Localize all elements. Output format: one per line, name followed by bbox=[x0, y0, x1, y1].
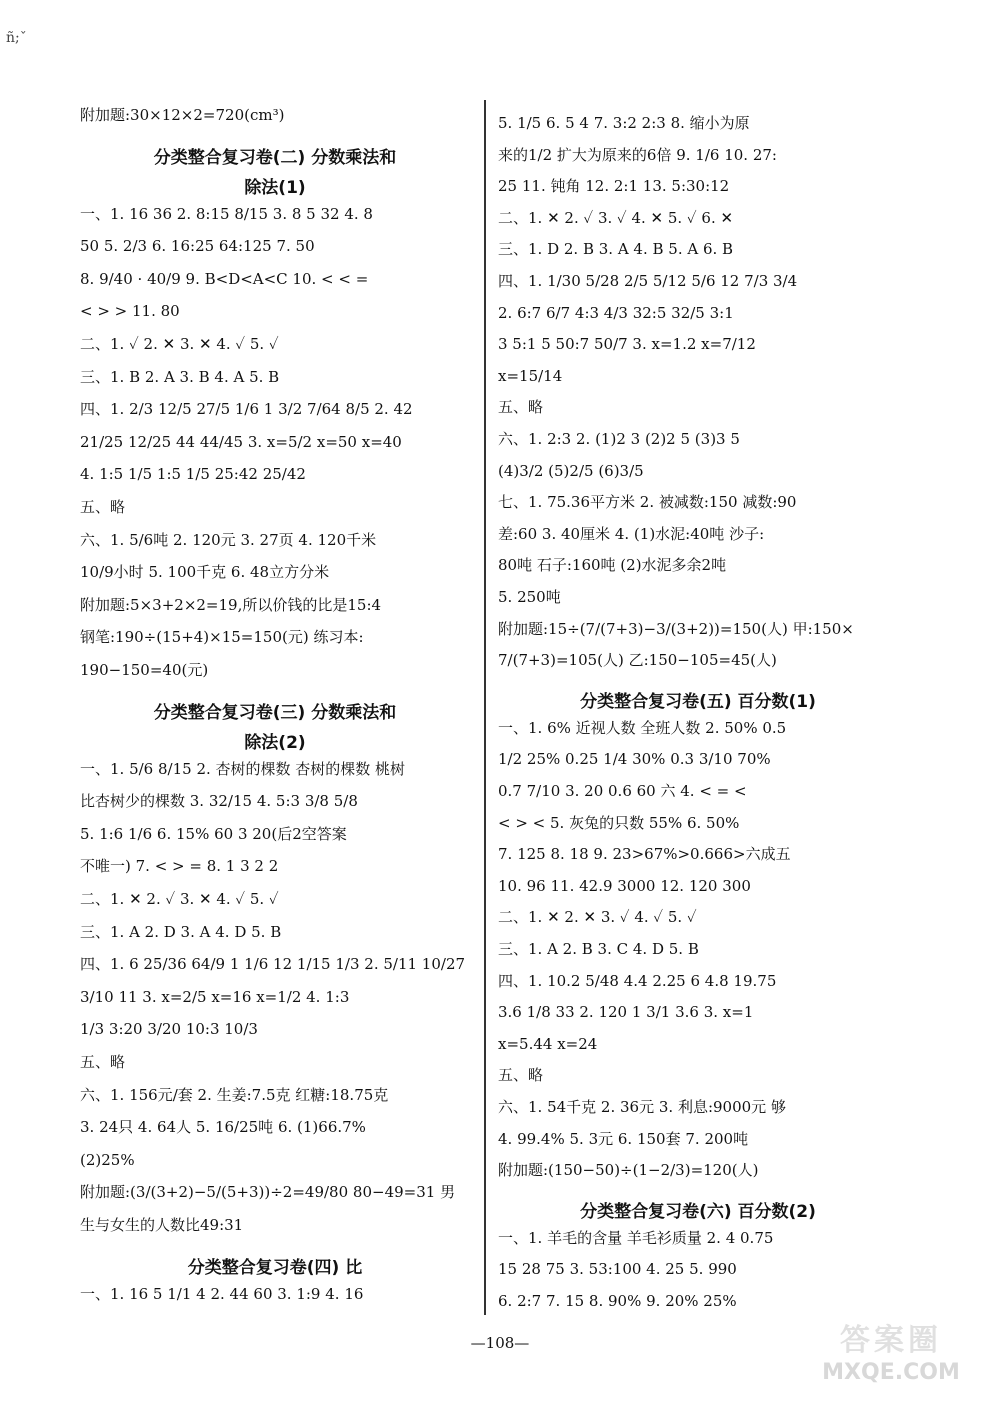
answer-line: 一、1. 16 5 1/1 4 2. 44 60 3. 1:9 4. 16 bbox=[80, 1284, 364, 1303]
section-heading: 分类整合复习卷(四) 比 bbox=[187, 1257, 363, 1278]
answer-line: 四、1. 1/30 5/28 2/5 5/12 5/6 12 7/3 3/4 bbox=[498, 272, 798, 290]
answer-line: 四、1. 6 25/36 64/9 1 1/6 12 1/15 1/3 2. 5/11 10/27 bbox=[80, 955, 466, 974]
answer-line: x=15/14 bbox=[498, 366, 563, 385]
answer-line: 一、1. 16 36 2. 8:15 8/15 3. 8 5 32 4. 8 bbox=[80, 204, 373, 223]
watermark bbox=[806, 1315, 976, 1385]
answer-line: 5. 250吨 bbox=[498, 588, 561, 606]
section-heading: 分类整合复习卷(三) 分数乘法和 bbox=[153, 702, 397, 723]
answer-line: 五、略 bbox=[80, 498, 126, 516]
answer-line: 50 5. 2/3 6. 16:25 64:125 7. 50 bbox=[80, 237, 315, 256]
answer-line: 25 11. 钝角 12. 2:1 13. 5:30:12 bbox=[498, 177, 730, 196]
answer-line: 5. 1:6 1/6 6. 15% 60 3 20(后2空答案 bbox=[80, 824, 347, 843]
answer-line: 来的1/2 扩大为原来的6倍 9. 1/6 10. 27: bbox=[498, 145, 777, 164]
answer-line: 六、1. 2:3 2. (1)2 3 (2)2 5 (3)3 5 bbox=[498, 430, 740, 448]
answer-line: 7/(7+3)=105(人) 乙:150−105=45(人) bbox=[498, 651, 777, 670]
answer-line: 三、1. D 2. B 3. A 4. B 5. A 6. B bbox=[498, 240, 734, 259]
answer-line: 比杏树少的棵数 3. 32/15 4. 5:3 3/8 5/8 bbox=[80, 792, 358, 811]
section-heading: 除法(1) bbox=[244, 177, 306, 198]
watermark-url: MXQE.COM bbox=[822, 1360, 960, 1385]
answer-line: 三、1. A 2. B 3. C 4. D 5. B bbox=[498, 940, 699, 958]
answer-line: 生与女生的人数比49:31 bbox=[80, 1216, 244, 1234]
answer-line: 七、1. 75.36平方米 2. 被减数:150 减数:90 bbox=[498, 493, 797, 512]
answer-line: 3. 24只 4. 64人 5. 16/25吨 6. (1)66.7% bbox=[80, 1118, 366, 1137]
answer-line: 二、1. ✓ 2. ✕ 3. ✕ 4. ✓ 5. ✓ bbox=[80, 335, 279, 353]
answer-line: < > < 5. 灰兔的只数 55% 6. 50% bbox=[498, 813, 740, 832]
corner-mark: ñ;ˇ bbox=[6, 30, 27, 46]
answer-line: 80吨 石子:160吨 (2)水泥多余2吨 bbox=[498, 556, 727, 575]
answer-line: 一、1. 6% 近视人数 全班人数 2. 50% 0.5 bbox=[498, 718, 787, 737]
answer-line: (4)3/2 (5)2/5 (6)3/5 bbox=[498, 461, 644, 480]
section-heading: 分类整合复习卷(六) 百分数(2) bbox=[580, 1201, 816, 1222]
section-heading: 分类整合复习卷(五) 百分数(1) bbox=[580, 691, 816, 712]
answer-line: 21/25 12/25 44 44/45 3. x=5/2 x=50 x=40 bbox=[80, 432, 402, 451]
answer-line: 二、1. ✕ 2. ✓ 3. ✓ 4. ✕ 5. ✓ 6. ✕ bbox=[498, 208, 734, 227]
answer-line: 190−150=40(元) bbox=[80, 661, 209, 679]
answer-line: 附加题:5×3+2×2=19,所以价钱的比是15:4 bbox=[80, 595, 382, 614]
answer-line: 一、1. 5/6 8/15 2. 杏树的棵数 杏树的棵数 桃树 bbox=[80, 759, 406, 778]
answer-line: 钢笔:190÷(15+4)×15=150(元) 练习本: bbox=[80, 628, 364, 647]
answer-line: 五、略 bbox=[498, 1066, 544, 1085]
answer-line: 三、1. B 2. A 3. B 4. A 5. B bbox=[80, 367, 280, 386]
answer-line: 8. 9/40 · 40/9 9. B<D<A<C 10. < < = bbox=[80, 269, 369, 288]
answer-line: (2)25% bbox=[80, 1150, 135, 1169]
answer-line: 附加题:15÷(7/(7+3)−3/(3+2))=150(人) 甲:150× bbox=[498, 619, 854, 638]
answer-line: 附加题:(3/(3+2)−5/(5+3))÷2=49/80 80−49=31 男 bbox=[80, 1183, 456, 1202]
answer-line: 15 28 75 3. 53:100 4. 25 5. 990 bbox=[498, 1260, 737, 1279]
answer-line: 4. 99.4% 5. 3元 6. 150套 7. 200吨 bbox=[498, 1129, 749, 1148]
answer-line: 5. 1/5 6. 5 4 7. 3:2 2:3 8. 缩小为原 bbox=[498, 114, 750, 132]
answer-line: x=5.44 x=24 bbox=[498, 1034, 598, 1053]
answer-line: 0.7 7/10 3. 20 0.6 60 六 4. < = < bbox=[498, 782, 747, 800]
answer-line: 7. 125 8. 18 9. 23>67%>0.666>六成五 bbox=[498, 845, 791, 864]
answer-line: 六、1. 156元/套 2. 生姜:7.5克 红糖:18.75克 bbox=[80, 1085, 389, 1104]
watermark-logo: 答案圈 bbox=[840, 1323, 942, 1358]
answer-line: 1/2 25% 0.25 1/4 30% 0.3 3/10 70% bbox=[498, 750, 771, 769]
answer-line: 3 5:1 5 50:7 50/7 3. x=1.2 x=7/12 bbox=[498, 335, 756, 354]
answer-line: 三、1. A 2. D 3. A 4. D 5. B bbox=[80, 922, 282, 941]
answer-line: 6. 2:7 7. 15 8. 90% 9. 20% 25% bbox=[498, 1292, 737, 1310]
answer-line: 10/9小时 5. 100千克 6. 48立方分米 bbox=[80, 563, 330, 582]
answer-line: 附加题:30×12×2=720(cm³) bbox=[80, 106, 285, 124]
answer-line: 六、1. 54千克 2. 36元 3. 利息:9000元 够 bbox=[498, 1098, 786, 1116]
answer-line: 1/3 3:20 3/20 10:3 10/3 bbox=[80, 1020, 258, 1039]
section-heading: 分类整合复习卷(二) 分数乘法和 bbox=[153, 147, 397, 168]
answer-line: 六、1. 5/6吨 2. 120元 3. 27页 4. 120千米 bbox=[80, 530, 377, 549]
answer-line: 3.6 1/8 33 2. 120 1 3/1 3.6 3. x=1 bbox=[498, 1003, 754, 1022]
answer-line: 10. 96 11. 42.9 3000 12. 120 300 bbox=[498, 876, 751, 895]
answer-line: 五、略 bbox=[498, 398, 544, 417]
answer-line: 二、1. ✕ 2. ✓ 3. ✕ 4. ✓ 5. ✓ bbox=[80, 890, 279, 908]
answer-line: 差:60 3. 40厘米 4. (1)水泥:40吨 沙子: bbox=[498, 524, 765, 543]
answer-line: 一、1. 羊毛的含量 羊毛衫质量 2. 4 0.75 bbox=[498, 1228, 774, 1247]
answer-line: 二、1. ✕ 2. ✕ 3. ✓ 4. ✓ 5. ✓ bbox=[498, 908, 697, 927]
answer-line: < > > 11. 80 bbox=[80, 302, 180, 321]
column-divider bbox=[484, 100, 486, 1315]
answer-line: 五、略 bbox=[80, 1053, 126, 1071]
answer-line: 4. 1:5 1/5 1:5 1/5 25:42 25/42 bbox=[80, 465, 306, 484]
answer-line: 附加题:(150−50)÷(1−2/3)=120(人) bbox=[498, 1161, 759, 1180]
section-heading: 除法(2) bbox=[244, 732, 306, 753]
answer-line: 四、1. 10.2 5/48 4.4 2.25 6 4.8 19.75 bbox=[498, 971, 777, 990]
answer-line: 3/10 11 3. x=2/5 x=16 x=1/2 4. 1:3 bbox=[80, 987, 350, 1006]
answer-line: 2. 6:7 6/7 4:3 4/3 32:5 32/5 3:1 bbox=[498, 303, 734, 322]
page-number: —108— bbox=[470, 1334, 530, 1352]
answer-line: 不唯一) 7. < > = 8. 1 3 2 2 bbox=[80, 857, 279, 876]
answer-line: 四、1. 2/3 12/5 27/5 1/6 1 3/2 7/64 8/5 2. 42 bbox=[80, 400, 413, 419]
